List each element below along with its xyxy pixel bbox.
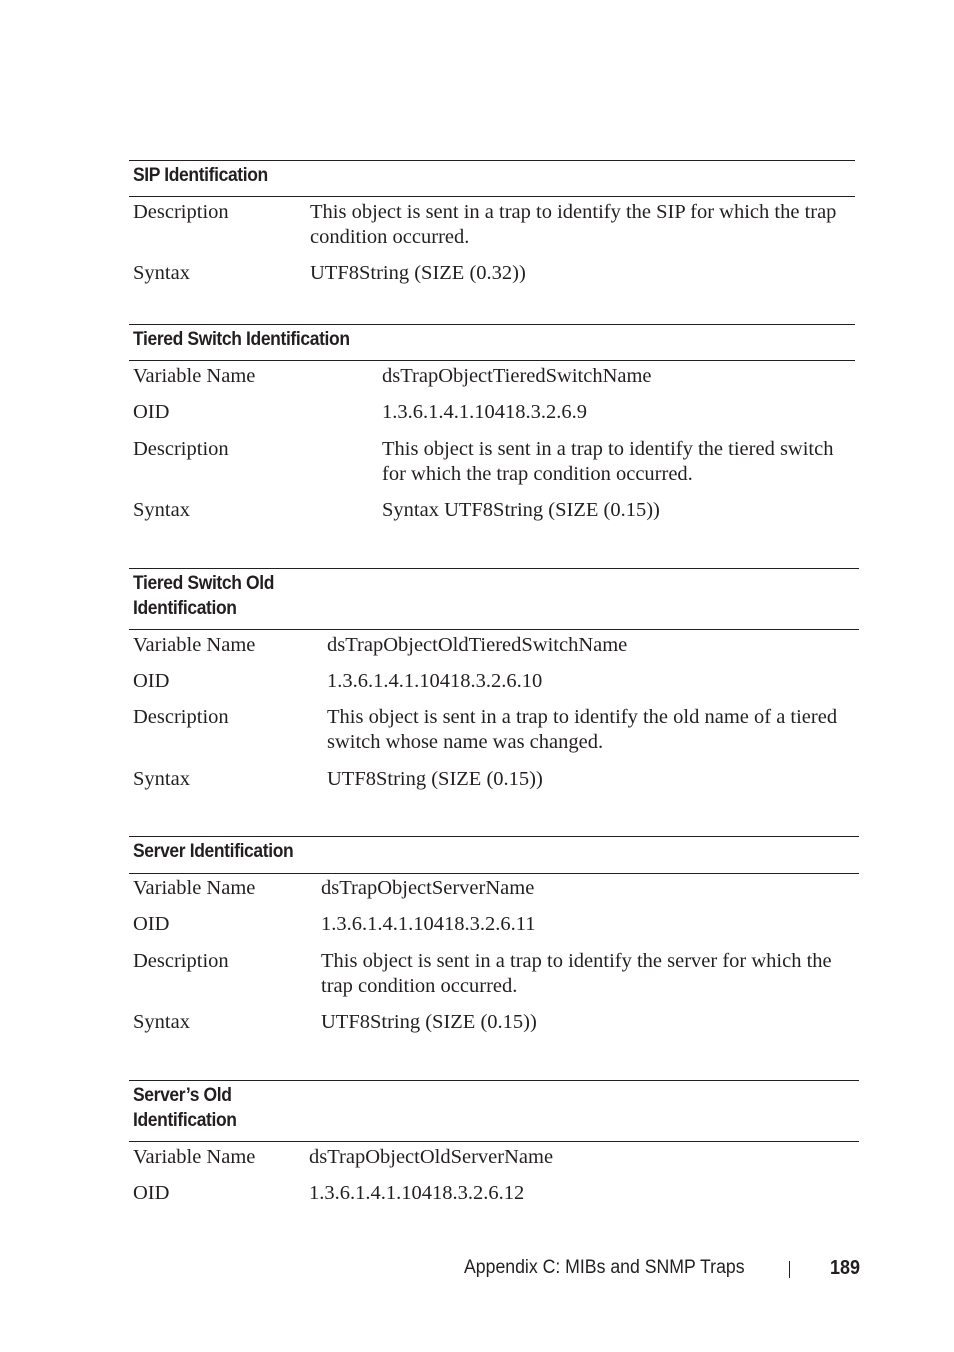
row-label: Variable Name [133,1146,256,1168]
table-heading-rule [129,360,855,361]
row-label: Syntax [133,499,190,521]
row-label: Description [133,201,229,223]
table-heading: SIP Identification [133,165,268,186]
row-value: dsTrapObjectServerName [321,877,535,899]
row-value: 1.3.6.1.4.1.10418.3.2.6.11 [321,913,536,935]
row-value: UTF8String (SIZE (0.15)) [321,1011,537,1033]
table-heading-rule [129,629,859,630]
row-label: OID [133,670,170,692]
row-value: dsTrapObjectOldServerName [309,1146,554,1168]
row-label: OID [133,913,170,935]
table-top-rule [129,568,859,569]
row-label: Description [133,438,229,460]
row-label: Syntax [133,1011,190,1033]
row-value: 1.3.6.1.4.1.10418.3.2.6.9 [382,401,587,423]
row-value: UTF8String (SIZE (0.32)) [310,262,526,284]
row-label: OID [133,401,170,423]
table-top-rule [129,836,859,837]
row-value: This object is sent in a trap to identify the old name of a tiered switch whose name was changed. [327,706,838,753]
row-label: OID [133,1182,170,1204]
table-top-rule [129,160,855,161]
table-heading-rule [129,196,855,197]
table-top-rule [129,1080,859,1081]
row-value: UTF8String (SIZE (0.15)) [327,768,543,790]
row-label: Description [133,706,229,728]
row-label: Description [133,950,229,972]
row-value: This object is sent in a trap to identify the server for which the trap condition occurred. [321,950,832,997]
row-value: dsTrapObjectTieredSwitchName [382,365,652,387]
table-top-rule [129,324,855,325]
page-number: 189 [830,1257,861,1279]
page-footer [0,1254,954,1282]
row-label: Syntax [133,768,190,790]
row-value: This object is sent in a trap to identify the tiered switch for which the trap condition occurred. [382,438,834,485]
row-value: 1.3.6.1.4.1.10418.3.2.6.12 [309,1182,525,1204]
table-heading: Tiered Switch Old Identification [133,573,275,619]
table-heading: Server’s Old Identification [133,1085,237,1131]
table-heading: Tiered Switch Identification [133,329,350,350]
row-value: This object is sent in a trap to identify the SIP for which the trap condition occurred. [310,201,837,248]
row-label: Variable Name [133,877,256,899]
row-label: Variable Name [133,365,256,387]
row-label: Syntax [133,262,190,284]
footer-separator [789,1261,790,1278]
row-value: Syntax UTF8String (SIZE (0.15)) [382,499,660,521]
row-label: Variable Name [133,634,256,656]
row-value: dsTrapObjectOldTieredSwitchName [327,634,628,656]
row-value: 1.3.6.1.4.1.10418.3.2.6.10 [327,670,543,692]
table-heading-rule [129,1141,859,1142]
table-heading-rule [129,873,859,874]
footer-section-title: Appendix C: MIBs and SNMP Traps [464,1257,745,1278]
table-heading: Server Identification [133,841,294,862]
